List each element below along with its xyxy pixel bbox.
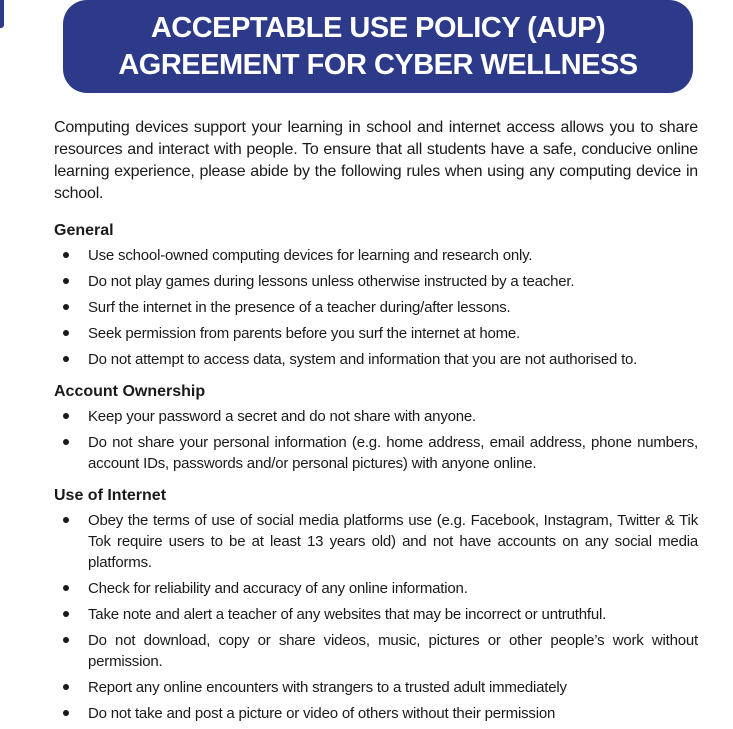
section-heading: Account Ownership [54,383,206,400]
page-title-line-2: AGREEMENT FOR CYBER WELLNESS [118,48,638,81]
section-use-of-internet [54,485,698,724]
bullet-item: Do not share your personal information (e.g. home address, email address, phone numbers, account IDs, passwords and/or personal pictures) with anyone online. [88,434,698,472]
bullet-item: Do not attempt to access data, system and information that you are not authorised to. [88,349,698,370]
sections [54,220,698,724]
bullet-list [54,245,698,370]
bullet-item: Seek permission from parents before you surf the internet at home. [88,323,698,344]
bullet-item: Obey the terms of use of social media platforms use (e.g. Facebook, Instagram, Twitter & Tik Tok require users to be at least 13 years old) and not have accounts on any social media platforms. [88,512,698,571]
bullet-item: Do not play games during lessons unless otherwise instructed by a teacher. [88,271,698,292]
bullet-list [54,510,698,724]
bullet-list [54,406,698,474]
intro-paragraph: Computing devices support your learning in school and internet access allows you to share resources and interact with people. To ensure that all students have a safe, conducive online learning experience, please abide by the following rules when using any computing device in school. [54,119,698,202]
bullet-item: Surf the internet in the presence of a teacher during/after lessons. [88,297,698,318]
bullet-item: Keep your password a secret and do not share with anyone. [88,406,698,427]
title-banner [63,0,693,93]
bullet-item: Do not take and post a picture or video of others without their permission [88,703,698,724]
section-heading: General [54,222,114,239]
section-account-ownership [54,381,698,474]
bullet-item: Use school-owned computing devices for learning and research only. [88,245,698,266]
page-title-line-1: ACCEPTABLE USE POLICY (AUP) [150,11,606,44]
section-heading: Use of Internet [54,487,167,504]
bullet-item: Check for reliability and accuracy of any online information. [88,578,698,599]
section-general [54,220,698,370]
document-body [54,93,698,729]
bullet-item: Take note and alert a teacher of any websites that may be incorrect or untruthful. [88,604,698,625]
page-edge-fragment [0,0,4,28]
bullet-item: Do not download, copy or share videos, music, pictures or other people’s work without permission. [88,632,698,670]
bullet-item: Report any online encounters with strangers to a trusted adult immediately [88,677,698,698]
